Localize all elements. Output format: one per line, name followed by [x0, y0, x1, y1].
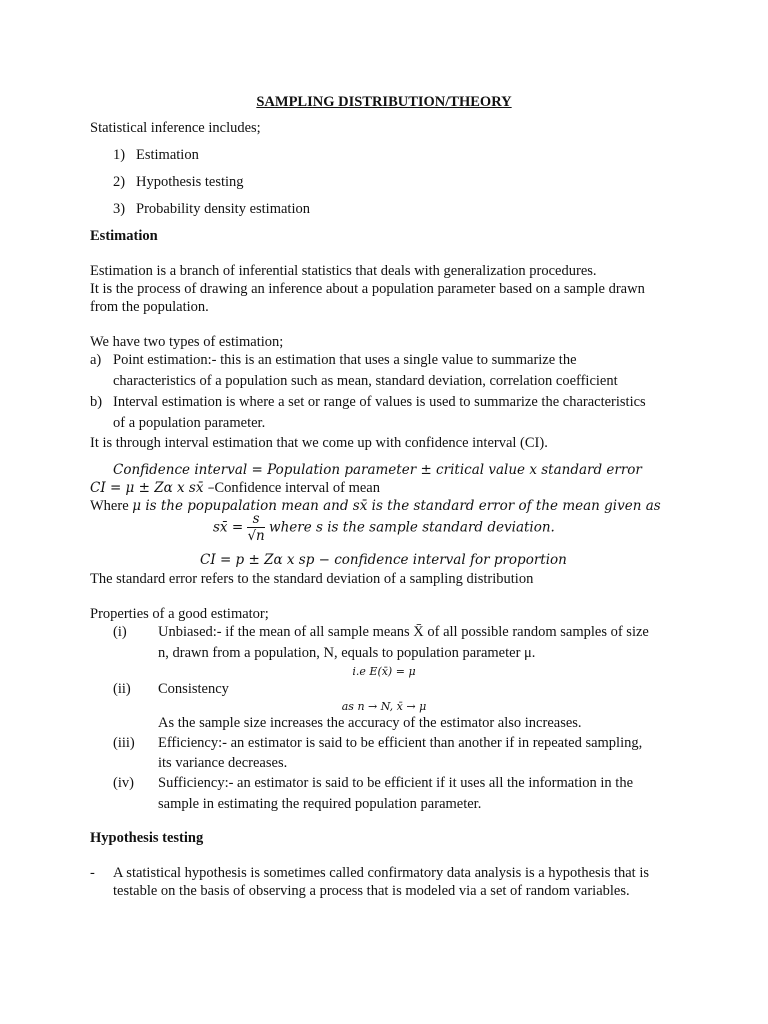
ci-mean-formula: [90, 479, 380, 499]
ci-proportion-formula: CI = p ± Zα x sp − confidence interval for proportion: [200, 552, 567, 568]
property-text-cont: n, drawn from a population, N, equals to population parameter μ.: [158, 645, 536, 661]
property-text: Efficiency:- an estimator is said to be efficient than another if in repeated sampling,: [158, 735, 643, 751]
ci-formula: Confidence interval = Population parameter ± critical value x standard error: [113, 462, 642, 478]
list-item-number: 3): [113, 201, 126, 217]
list-item: Probability density estimation: [136, 201, 310, 217]
unbiased-formula: i.e E(x̄) = μ: [352, 665, 416, 678]
se-rhs: where s is the sample standard deviation.: [269, 519, 555, 536]
estimation-types-intro: We have two types of estimation;: [90, 334, 284, 350]
property-number: (i): [113, 624, 127, 640]
properties-intro: Properties of a good estimator;: [90, 606, 269, 622]
type-a-text-cont: characteristics of a population such as mean, standard deviation, correlation coefficient: [113, 373, 618, 389]
standard-error-definition: The standard error refers to the standard deviation of a sampling distribution: [90, 571, 534, 587]
list-item-number: 2): [113, 174, 126, 190]
property-text: Unbiased:- if the mean of all sample means X̄ of all possible random samples of size: [158, 624, 649, 640]
type-a-label: a): [90, 352, 102, 368]
consistency-formula: as n → N, x̄ → μ: [341, 700, 427, 713]
property-number: (iii): [113, 735, 135, 751]
list-item-number: 1): [113, 147, 126, 163]
hypothesis-bullet: -: [90, 865, 95, 881]
page-title: SAMPLING DISTRIBUTION/THEORY: [256, 94, 512, 110]
property-text-cont: its variance decreases.: [158, 755, 288, 771]
estimation-paragraph-2-cont: from the population.: [90, 299, 209, 315]
where-prefix: Where: [90, 498, 129, 514]
type-a-text: Point estimation:- this is an estimation that uses a single value to summarize the: [113, 352, 577, 368]
property-text: Sufficiency:- an estimator is said to be efficient if it uses all the information in the: [158, 775, 634, 791]
hypothesis-text: A statistical hypothesis is sometimes called confirmatory data analysis is a hypothesis that is: [113, 865, 650, 881]
se-lhs: sx̄ =: [213, 519, 244, 536]
type-b-label: b): [90, 394, 103, 410]
property-text-cont: sample in estimating the required population parameter.: [158, 796, 482, 812]
where-math: μ is the popupalation mean and sx̄ is the standard error of the mean given as: [132, 498, 661, 514]
list-item: Estimation: [136, 147, 199, 163]
property-number: (ii): [113, 681, 131, 697]
ci-mean-text: Confidence interval of mean: [214, 480, 380, 496]
estimation-paragraph-2: It is the process of drawing an inference about a population parameter based on a sample drawn: [90, 281, 645, 297]
list-item: Hypothesis testing: [136, 174, 244, 190]
property-text: Consistency: [158, 681, 229, 697]
property-text-cont: As the sample size increases the accuracy of the estimator also increases.: [158, 715, 582, 731]
property-number: (iv): [113, 775, 134, 791]
standard-error-formula: [213, 512, 555, 544]
se-numerator: s: [252, 511, 260, 527]
hypothesis-text-cont: testable on the basis of observing a process that is modeled via a set of random variables.: [113, 883, 630, 899]
ci-intro: It is through interval estimation that we come up with confidence interval (CI).: [90, 435, 548, 451]
estimation-heading: Estimation: [90, 228, 158, 244]
ci-mean-math: CI = μ ± Zα x sx̄ –: [90, 480, 215, 496]
se-denominator: √n: [247, 527, 265, 544]
intro-text: Statistical inference includes;: [90, 120, 261, 136]
type-b-text: Interval estimation is where a set or range of values is used to summarize the characteristics: [113, 394, 646, 410]
estimation-paragraph-1: Estimation is a branch of inferential statistics that deals with generalization procedures.: [90, 263, 597, 279]
hypothesis-heading: Hypothesis testing: [90, 830, 204, 846]
se-fraction: [247, 512, 264, 544]
type-b-text-cont: of a population parameter.: [113, 415, 266, 431]
